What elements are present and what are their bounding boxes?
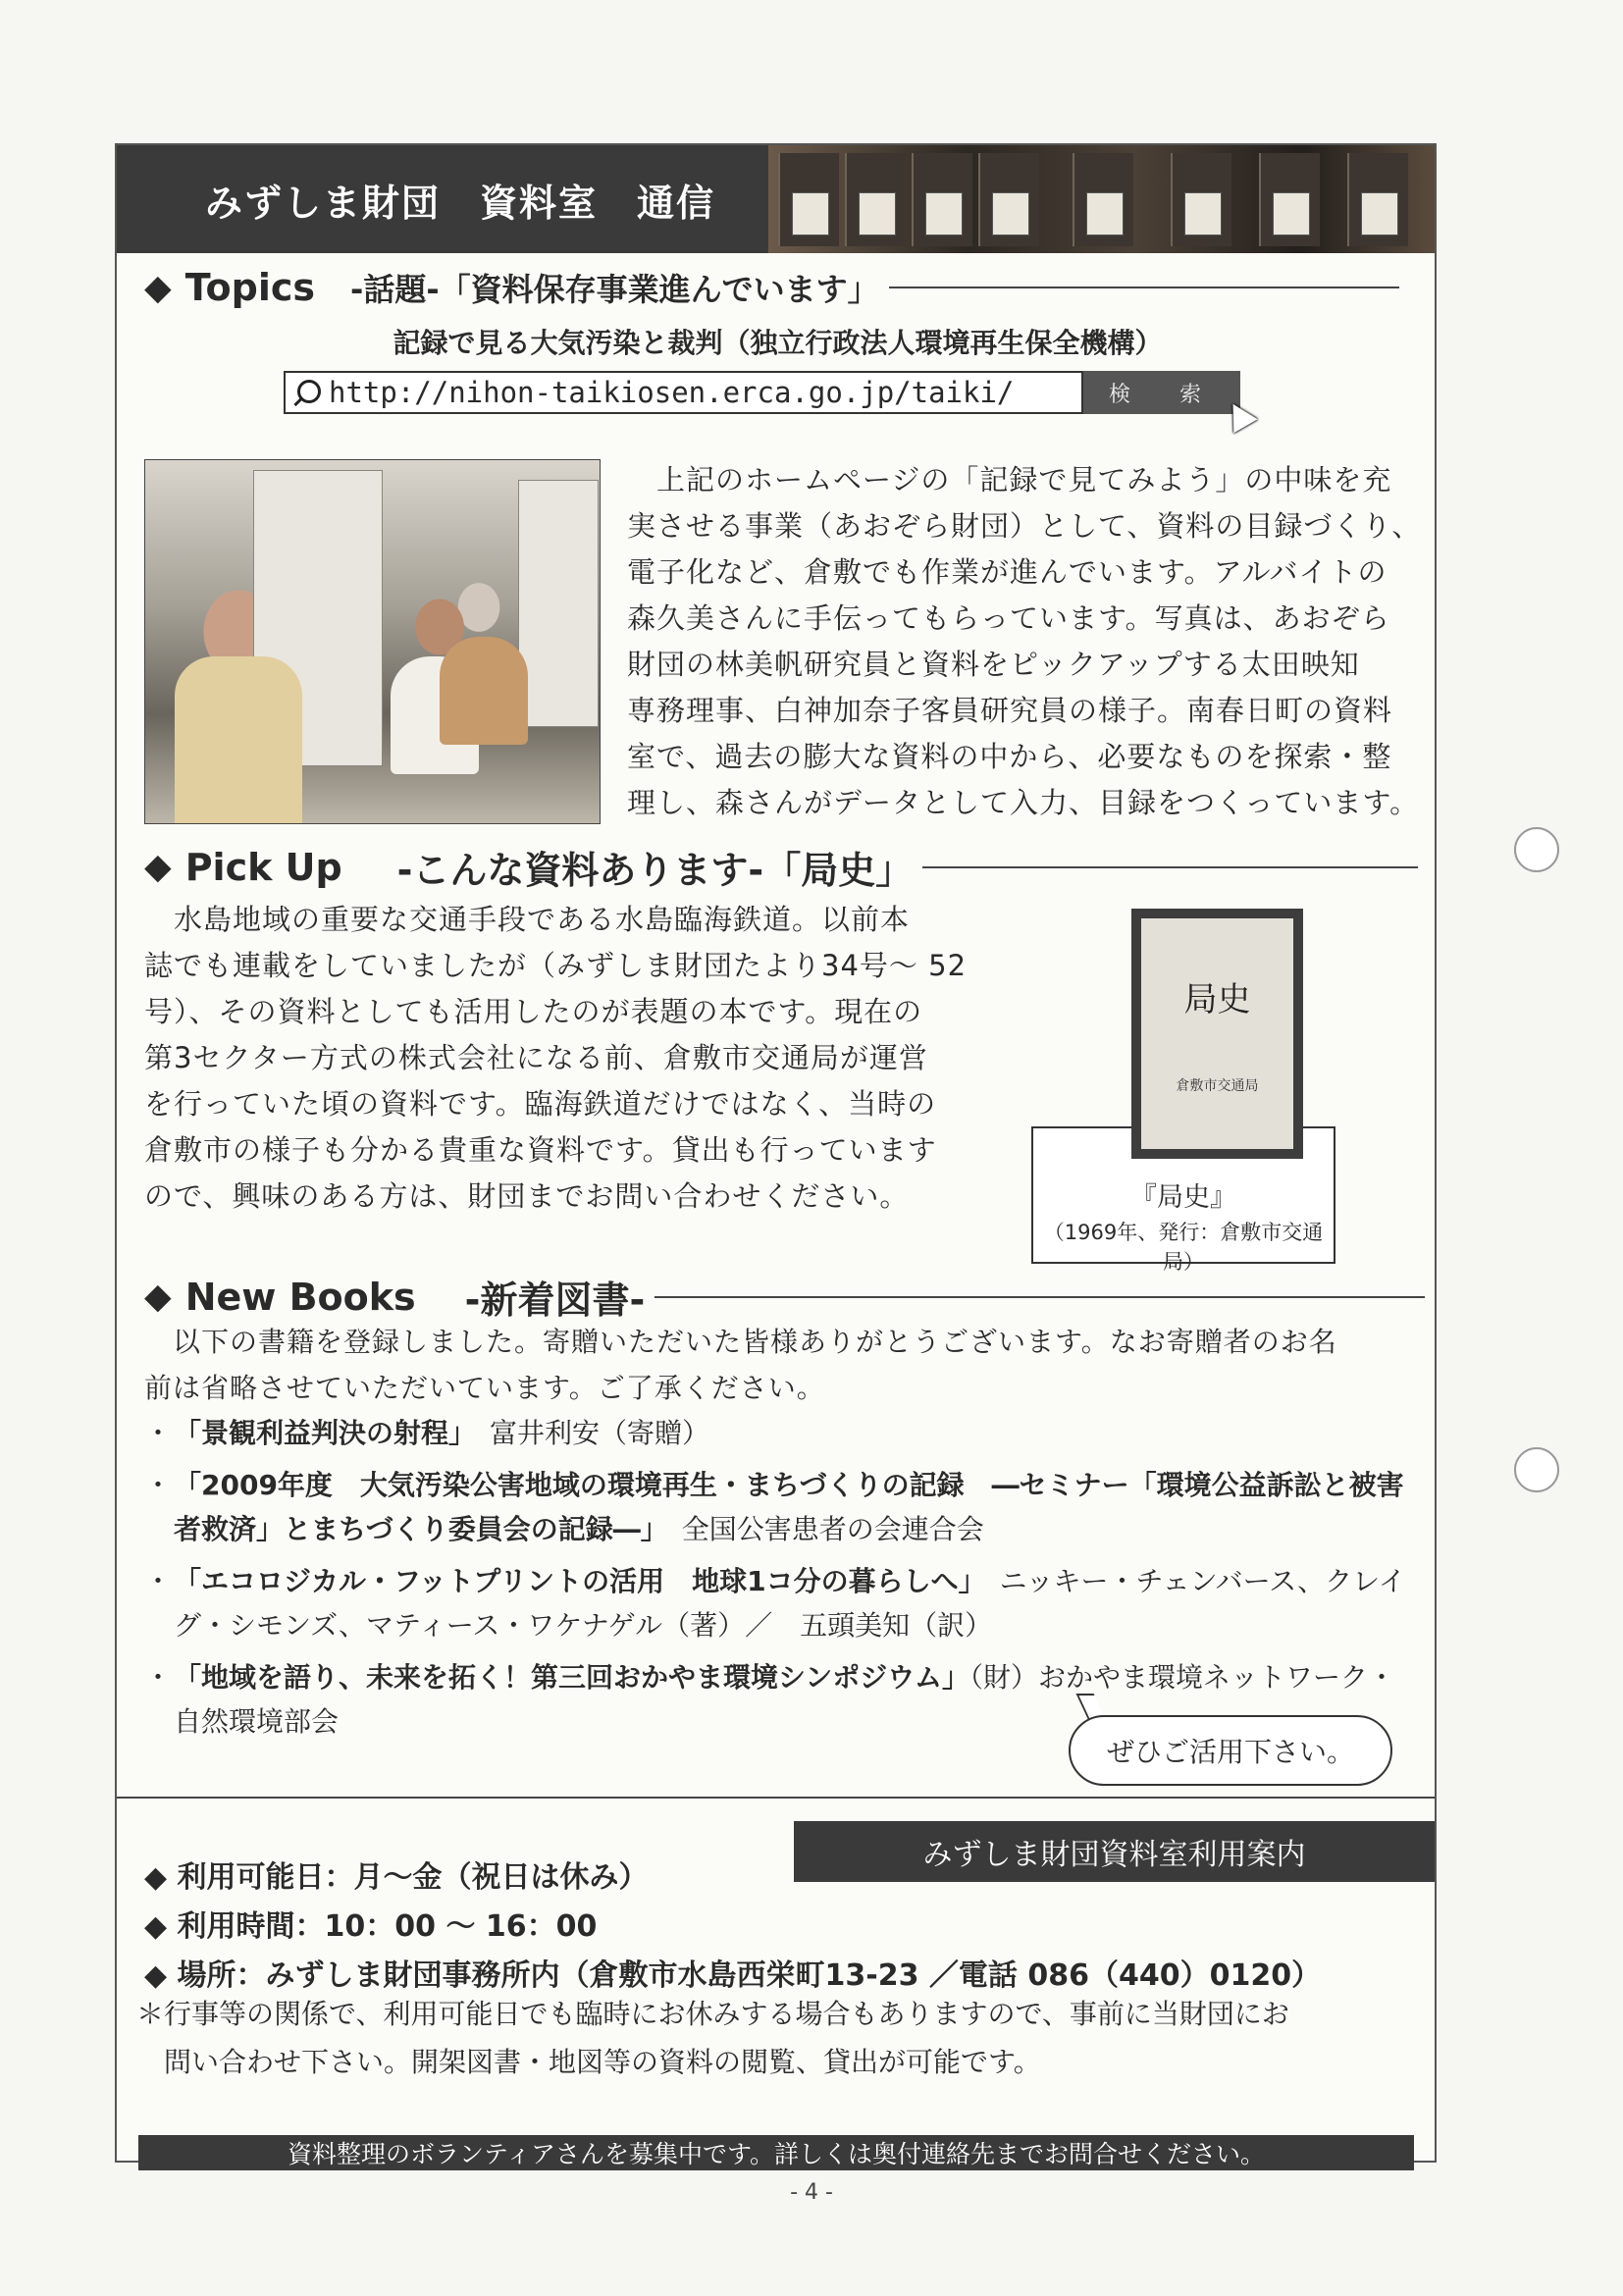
guide-days: ◆ 利用可能日：月～金（祝日は休み）	[144, 1860, 649, 1895]
search-icon	[286, 373, 329, 412]
list-item: ・ 「地域を語り、未来を拓く！第三回おかやま環境シンポジウム」（財）おかやま環境ネットワーク・自然環境部会	[144, 1661, 1396, 1738]
topics-subtitle: -話題-「資料保存事業進んでいます」	[350, 271, 879, 308]
newbooks-label: New Books	[184, 1275, 416, 1319]
guide-hours: ◆ 利用時間：10：00 ～ 16：00	[144, 1909, 598, 1944]
book-caption-title: 『局史』	[1130, 1182, 1236, 1213]
archive-work-photo	[144, 459, 601, 824]
book-cover-title: 局史	[1183, 980, 1251, 1019]
punch-hole	[1514, 827, 1559, 872]
pickup-body: 水島地域の重要な交通手段である水島臨海鉄道。以前本 誌でも連載をしていましたが（みずしま財団たより34号～ 52 号）、その資料としても活用したのが表題の本です。現在の 第3セクター方式の株式会社になる前、倉敷市交通局が運営 を行っていた頃の資料です。臨海鉄道だけではなく、当時の 倉敷市の様子も分かる貴重な資料です。貸出も行っています ので、興味のある方は、財団までお問い合わせください。	[144, 903, 968, 1213]
heading-rule	[654, 1296, 1425, 1298]
pickup-subtitle: -こんな資料あります-「局史」	[396, 849, 914, 892]
list-item: ・ 「2009年度 大気汚染公害地域の環境再生・まちづくりの記録 ―セミナー「環境公益訴訟と被害者救済」とまちづくり委員会の記録―」 全国公害患者の会連合会	[144, 1469, 1404, 1545]
guide-title: みずしま財団資料室利用案内	[794, 1821, 1435, 1882]
url-text: http://nihon-taikiosen.erca.go.jp/taiki/	[329, 376, 1015, 409]
topics-site-heading: 記録で見る大気汚染と裁判（独立行政法人環境再生保全機構）	[393, 327, 1163, 359]
book-cover-publisher: 倉敷市交通局	[1176, 1078, 1259, 1094]
url-search-input[interactable]	[284, 371, 1083, 414]
book-cover-image	[1131, 909, 1303, 1159]
book-caption-detail: （1969年、発行：倉敷市交通局）	[1043, 1221, 1324, 1274]
punch-hole	[1514, 1447, 1559, 1492]
pickup-label: Pick Up	[184, 845, 342, 889]
diamond-icon: ◆	[144, 267, 172, 308]
section-divider	[117, 1797, 1435, 1799]
heading-rule	[889, 287, 1399, 288]
topics-body: 上記のホームページの「記録で見てみよう」の中味を充 実させる事業（あおぞら財団）として、資料の目録づくり、 電子化など、倉敷でも作業が進んでいます。アルバイトの 森久美さんに手伝ってもらっています。写真は、あおぞら 財団の林美帆研究員と資料をピックアップする太田映知 専務理事、白神加奈子客員研究員の様子。南春日町の資料 室で、過去の膨大な資料の中から、必要なものを探索・整 理し、森さんがデータとして入力、目録をつくっています。	[627, 463, 1422, 819]
archive-volumes-photo	[768, 145, 1435, 253]
diamond-icon: ◆	[144, 1909, 178, 1944]
newsletter-frame	[115, 143, 1437, 2168]
guide-note: ＊行事等の関係で、利用可能日でも臨時にお休みする場合もありますので、事前に当財団にお 問い合わせ下さい。開架図書・地図等の資料の閲覧、貸出が可能です。	[136, 1998, 1289, 2078]
diamond-icon: ◆	[144, 1958, 178, 1993]
newsletter-title: みずしま財団 資料室 通信	[117, 145, 768, 253]
page-number: - 4 -	[790, 2180, 833, 2205]
topics-label: Topics	[184, 266, 316, 309]
volunteer-banner: 資料整理のボランティアさんを募集中です。詳しくは奥付連絡先までお問合せください。	[138, 2135, 1414, 2170]
newbooks-intro: 以下の書籍を登録しました。寄贈いただいた皆様ありがとうございます。なお寄贈者のお名 前は省略させていただいています。ご了承ください。	[144, 1326, 1337, 1404]
guide-place: ◆ 場所：みずしま財団事務所内（倉敷市水島西栄町13-23 ／電話 086（440）0120）	[144, 1958, 1322, 1993]
heading-rule	[922, 866, 1418, 868]
newbooks-subtitle: -新着図書-	[464, 1278, 646, 1322]
list-item: ・ 「景観利益判決の射程」 富井利安（寄贈）	[144, 1417, 710, 1449]
diamond-icon: ◆	[144, 1277, 172, 1317]
diamond-icon: ◆	[144, 1860, 178, 1895]
pickup-heading	[144, 840, 1418, 894]
newbooks-list	[144, 1411, 1410, 1751]
search-button[interactable]: 検 索	[1083, 371, 1240, 414]
topics-heading	[144, 265, 1399, 310]
diamond-icon: ◆	[144, 847, 172, 887]
newbooks-heading	[144, 1270, 1425, 1324]
list-item: ・ 「エコロジカル・フットプリントの活用 地球1コ分の暮らしへ」 ニッキー・チェンバース、クレイグ・シモンズ、マティース・ワケナゲル（著）／ 五頭美知（訳）	[144, 1565, 1406, 1642]
speech-bubble: ぜひご活用下さい。	[1069, 1715, 1392, 1786]
